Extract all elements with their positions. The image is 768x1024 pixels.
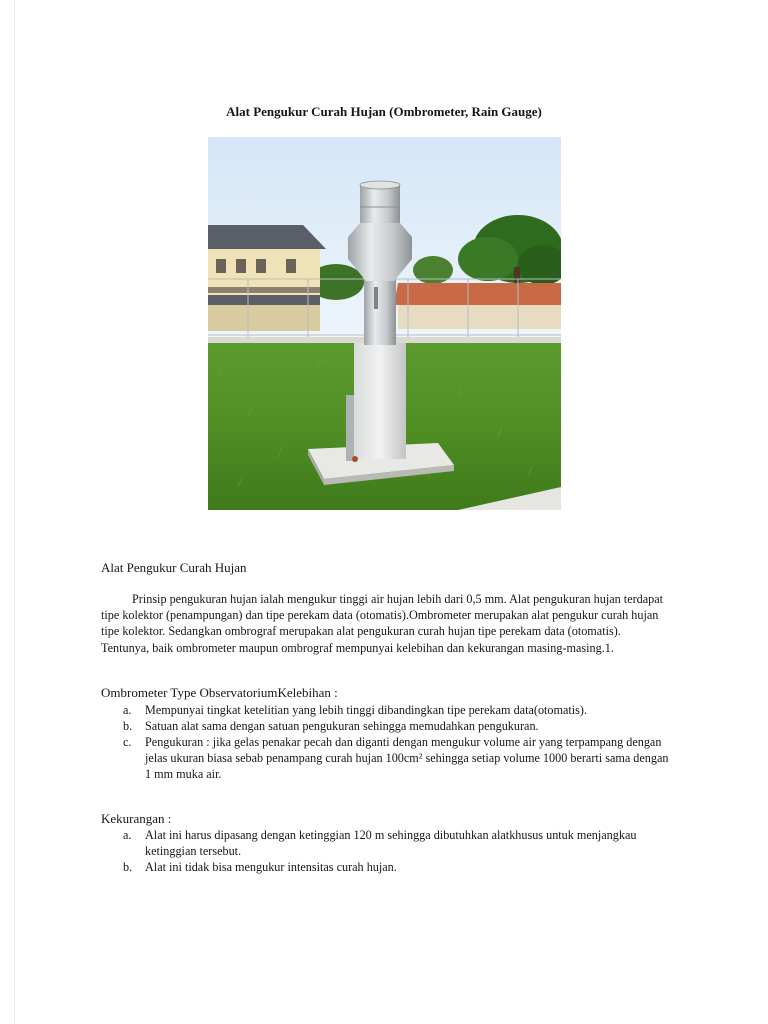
list-item-text: Mempunyai tingkat ketelitian yang lebih tinggi dibandingkan tipe perekam data(otomatis). bbox=[145, 703, 588, 717]
section-heading: Alat Pengukur Curah Hujan bbox=[101, 560, 247, 575]
list-item-text: Satuan alat sama dengan satuan pengukuran sehingga memudahkan pengukuran. bbox=[145, 719, 539, 733]
page-title: Alat Pengukur Curah Hujan (Ombrometer, Rain Gauge) bbox=[226, 104, 542, 119]
list-marker: a. bbox=[123, 828, 132, 842]
disadvantages-heading: Kekurangan : bbox=[101, 811, 172, 826]
measuring-tube bbox=[346, 395, 354, 461]
list-item bbox=[101, 718, 671, 734]
list-marker: b. bbox=[123, 860, 133, 874]
list-item bbox=[101, 859, 671, 875]
list-item bbox=[101, 702, 671, 718]
advantages-list bbox=[101, 702, 671, 782]
list-marker: c. bbox=[123, 735, 132, 749]
rain-gauge-photo bbox=[208, 137, 561, 510]
list-marker: a. bbox=[123, 703, 132, 717]
list-item bbox=[101, 734, 671, 782]
list-item-text: Alat ini tidak bisa mengukur intensitas curah hujan. bbox=[145, 860, 397, 874]
gauge-post bbox=[354, 343, 406, 459]
page-edge bbox=[14, 0, 15, 1024]
list-marker: b. bbox=[123, 719, 133, 733]
list-item-text: Pengukuran : jika gelas penakar pecah dan diganti dengan mengukur volume air yang terpampang dengan jelas ukuran biasa sebab penampang curah hujan 100cm² sehingga setiap volume 1000 berarti sama dengan 1 mm muka air. bbox=[145, 735, 669, 781]
intro-paragraph: Prinsip pengukuran hujan ialah mengukur tinggi air hujan lebih dari 0,5 mm. Alat pengukuran hujan terdapat tipe kolektor (penampungan) dan tipe perekam data (otomatis).Ombrometer merupakan alat pengukur curah hujan tipe kolektor. Sedangkan ombrograf merupakan alat pengukuran curah hujan tipe perekam data (otomatis). Tentunya, baik ombrometer maupun ombrograf mempunyai kelebihan dan kekurangan masing-masing.1. bbox=[101, 592, 664, 655]
list-item-text: Alat ini harus dipasang dengan ketinggian 120 m sehingga dibutuhkan alatkhusus untuk menjangkau ketinggian tersebut. bbox=[145, 828, 637, 858]
list-item bbox=[101, 827, 671, 859]
advantages-heading: Ombrometer Type ObservatoriumKelebihan : bbox=[101, 685, 338, 700]
red-roof-building bbox=[394, 283, 561, 329]
disadvantages-list bbox=[101, 827, 671, 875]
